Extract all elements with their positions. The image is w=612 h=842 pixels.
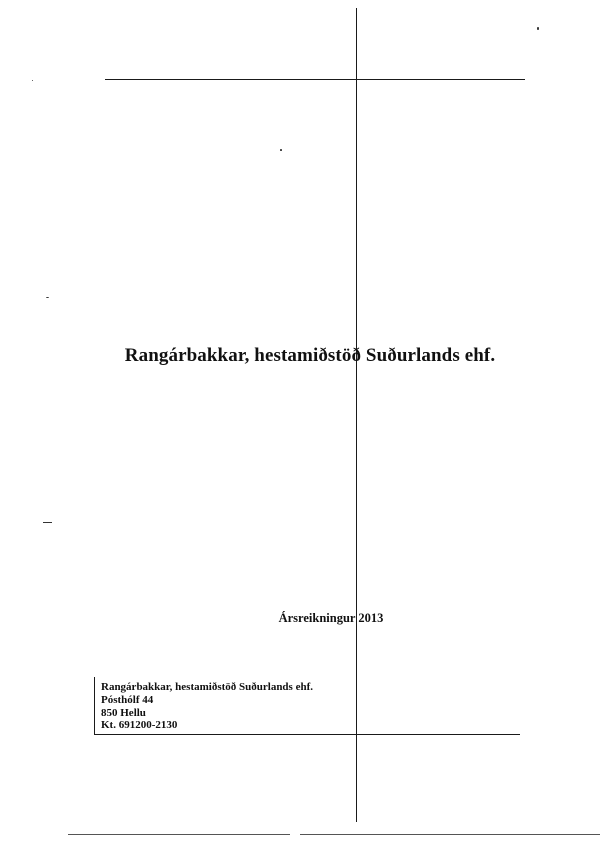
vertical-fold-line — [356, 8, 357, 822]
scan-speck — [537, 27, 539, 30]
address-left-rule — [94, 677, 95, 735]
address-block — [101, 681, 313, 732]
address-postal-town: 850 Hellu — [101, 706, 146, 719]
scan-speck — [32, 80, 33, 81]
top-horizontal-rule — [105, 79, 525, 80]
address-po-box: Pósthólf 44 — [101, 693, 154, 706]
footer-rule-left — [68, 834, 290, 835]
scan-speck — [280, 149, 282, 151]
address-company-name: Rangárbakkar, hestamiðstöð Suðurlands ehf. — [101, 681, 313, 693]
address-company-id: Kt. 691200-2130 — [101, 719, 178, 732]
address-bottom-rule — [94, 734, 520, 735]
footer-rule-right — [300, 834, 600, 835]
scan-speck — [46, 297, 49, 298]
report-title: Ársreikningur 2013 — [278, 611, 384, 625]
scan-speck — [43, 522, 52, 523]
company-title: Rangárbakkar, hestamiðstöð Suðurlands ehf. — [124, 345, 496, 366]
